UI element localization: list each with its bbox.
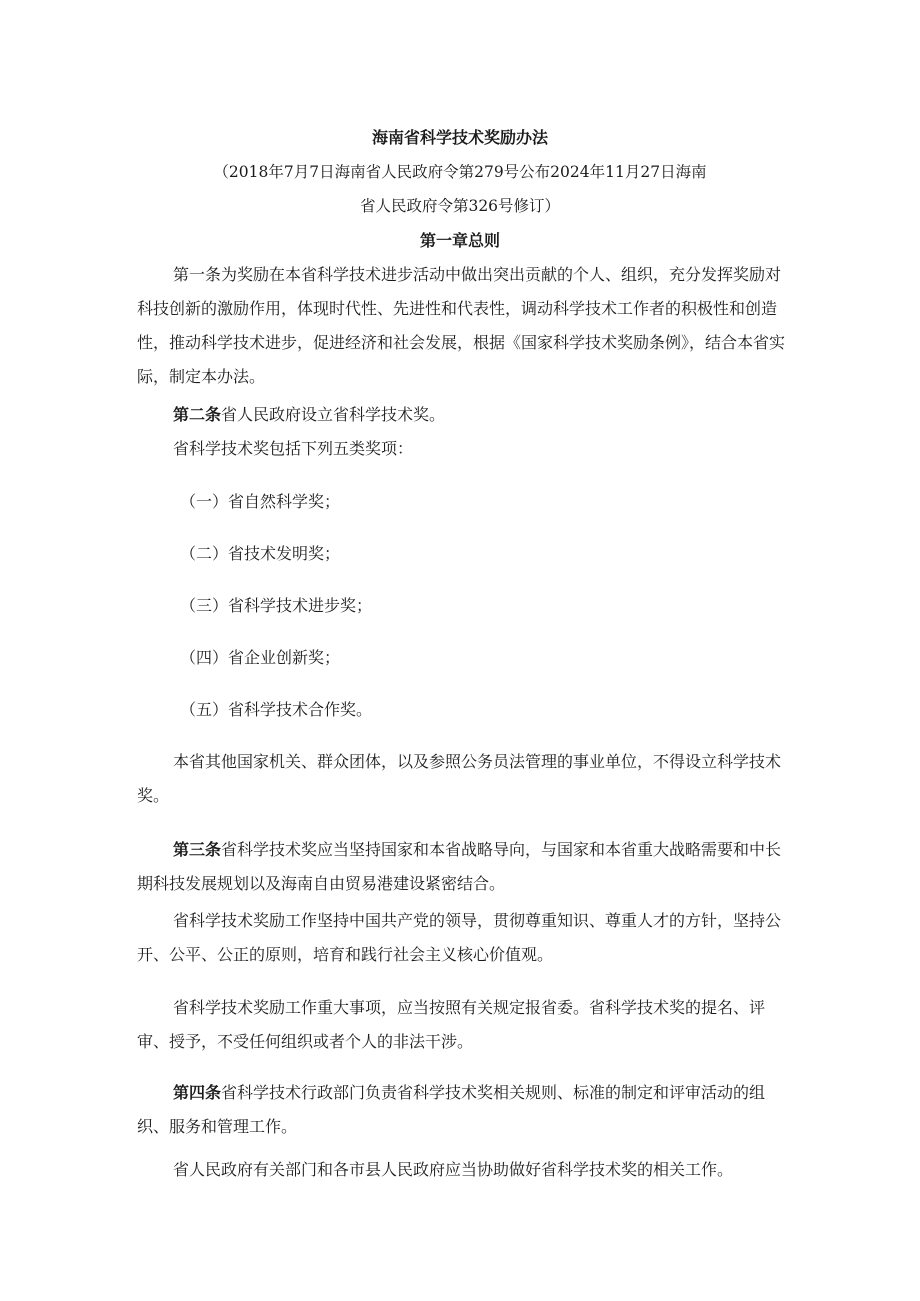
article-3-text: 省科学技术奖应当坚持国家和本省战略导向，与国家和本省重大战略需要和中长期科技发展规划以及海南自由贸易港建设紧密结合。 [137, 840, 782, 893]
award-item-1: （一）省自然科学奖； [180, 492, 341, 511]
article-4-paragraph [137, 1076, 787, 1144]
article-3-paragraph-2: 省科学技术奖励工作坚持中国共产党的领导，贯彻尊重知识、尊重人才的方针，坚持公开、公平、公正的原则，培育和践行社会主义核心价值观。 [137, 911, 782, 964]
award-item-3: （三）省科学技术进步奖； [180, 596, 373, 615]
award-item-2: （二）省技术发明奖； [180, 544, 341, 563]
article-3-paragraph [137, 833, 787, 901]
article-3-label: 第三条 [173, 840, 222, 859]
article-2-label: 第二条 [173, 405, 222, 424]
article-3-paragraph-3: 省科学技术奖励工作重大事项，应当按照有关规定报省委。省科学技术奖的提名、评审、授予，不受任何组织或者个人的非法干涉。 [137, 998, 766, 1051]
article-4-label: 第四条 [173, 1083, 222, 1102]
document-title: 海南省科学技术奖励办法 [371, 128, 548, 147]
document-subtitle-line1: （2018年7月7日海南省人民政府令第279号公布2024年11月27日海南 [213, 163, 707, 181]
article-2-text: 省人民政府设立省科学技术奖。 [221, 405, 446, 424]
award-item-5: （五）省科学技术合作奖。 [180, 700, 373, 719]
document-subtitle-line2: 省人民政府令第326号修订） [359, 197, 561, 215]
award-item-4: （四）省企业创新奖； [180, 648, 341, 667]
article-2-paragraph [137, 398, 787, 432]
article-4-paragraph-2: 省人民政府有关部门和各市县人民政府应当协助做好省科学技术奖的相关工作。 [173, 1160, 734, 1179]
article-1-paragraph: 第一条为奖励在本省科学技术进步活动中做出突出贡献的个人、组织，充分发挥奖励对科技创新的激励作用，体现时代性、先进性和代表性，调动科学技术工作者的积极性和创造性，推动科学技术进步，促进经济和社会发展，根据《国家科学技术奖励条例》，结合本省实际，制定本办法。 [137, 265, 786, 386]
article-4-text: 省科学技术行政部门负责省科学技术奖相关规则、标准的制定和评审活动的组织、服务和管理工作。 [137, 1083, 766, 1136]
article-2-paragraph-3: 本省其他国家机关、群众团体，以及参照公务员法管理的事业单位，不得设立科学技术奖。 [137, 752, 782, 805]
article-2-paragraph-2: 省科学技术奖包括下列五类奖项： [173, 439, 414, 458]
chapter-heading: 第一章总则 [419, 231, 500, 250]
